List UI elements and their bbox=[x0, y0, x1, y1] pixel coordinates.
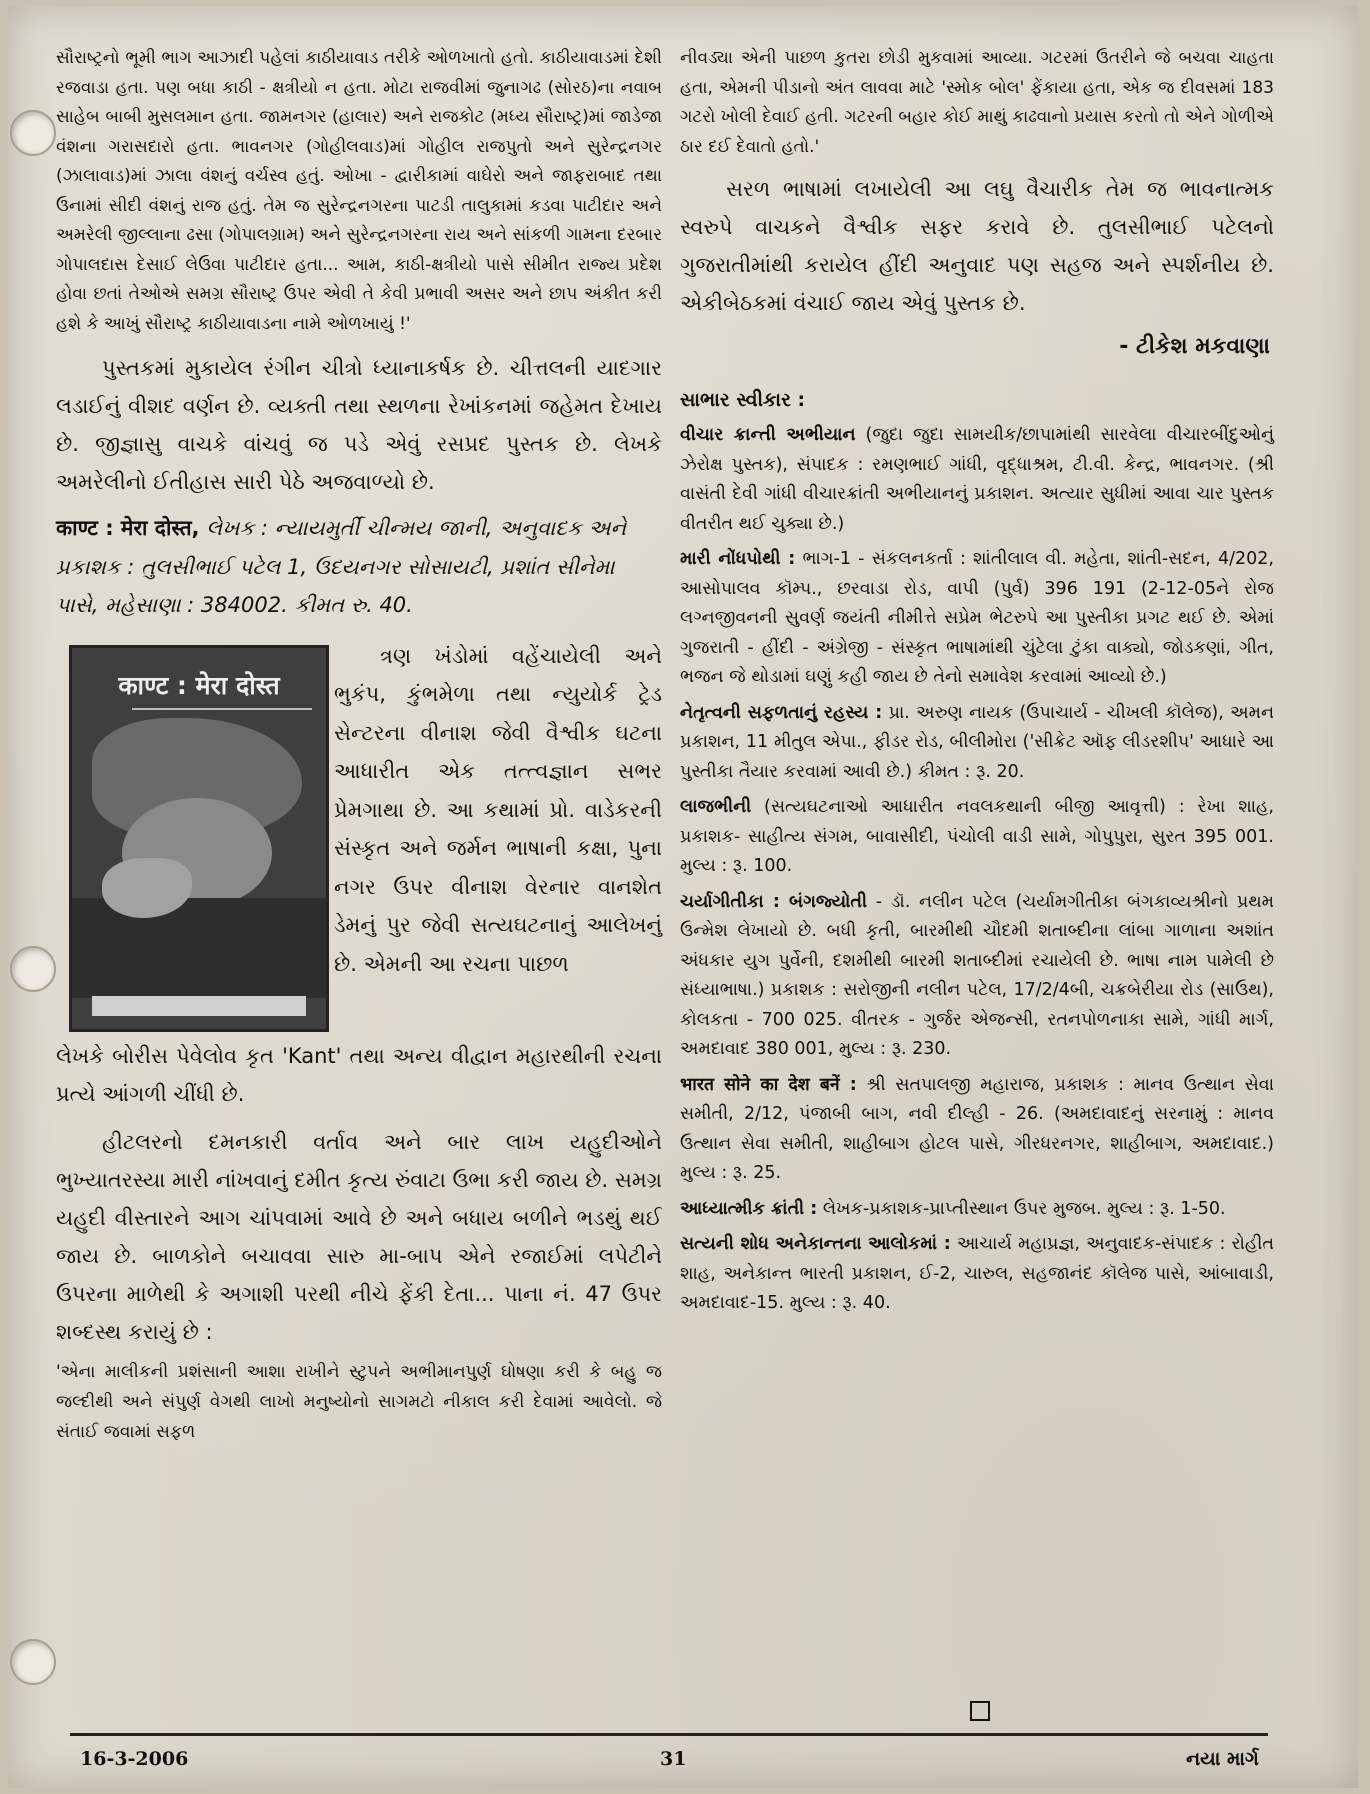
book-cover-image bbox=[69, 645, 329, 1032]
end-mark bbox=[970, 1701, 990, 1721]
ack-entry-text: આચાર્ય મહાપ્રજ્ઞ, અનુવાદક-સંપાદક : રોહીત શાહ, અનેકાન્ત ભારતી પ્રકાશન, ઈ-2, ચારુલ, સહજાનંદ કૉલેજ પાસે, આંબાવાડી, અમદાવાદ-15. મુલ્ય : રૂ. 40. bbox=[680, 1234, 1274, 1313]
ack-entry-title: લાજભીની bbox=[680, 797, 752, 817]
conclusion-paragraph: સરળ ભાષામાં લખાયેલી આ લઘુ વૈચારીક તેમ જ ભાવનાત્મક સ્વરુપે વાચકને વૈશ્વીક સફર કરાવે છે. તુલસીભાઈ પટેલનો ગુજરાતીમાંથી કરાયેલ હીંદી અનુવાદ પણ સહજ અને સ્પર્શનીય છે. એકીબેઠકમાં વંચાઈ જાય એવું પુસ્તક છે. bbox=[680, 177, 1274, 315]
ack-entry-title: નેતૃત્વની સફળતાનું રહસ્ય : bbox=[680, 702, 883, 723]
ack-entry bbox=[680, 1071, 1274, 1189]
ack-entry bbox=[680, 1195, 1274, 1225]
ack-entry-text: ભાગ-1 - સંકલનકર્તા : શાંતીલાલ વી. મહેતા, શાંતી-સદન, 4/202, આસોપાલવ કૉમ્પ., છરવાડા રોડ, વાપી (પુર્વ) 396 191 (2-12-05ને રોજ લગ્નજીવનની સુવર્ણ જયંતી નીમીત્તે સપ્રેમ ભેટરુપે આ પુસ્તીકા પ્રગટ થઈ છે. એમાં ગુજરાતી - હીંદી - અંગ્રેજી - સંસ્કૃત ભાષામાંથી ચુંટેલા ટુંકા વાક્યો, જોડકણાં, ગીત, ભજન જે થોડામાં ઘણું કહી જાય છે તેનો સમાવેશ કરવામાં આવ્યો છે.) bbox=[680, 549, 1274, 687]
ack-entry-title: સત્યની શોધ અનેકાન્તના આલોકમાં : bbox=[680, 1234, 951, 1254]
wrap-text bbox=[334, 637, 662, 984]
book-cover-title: काण्ट : मेरा दोस्त bbox=[118, 670, 280, 700]
ack-entry bbox=[680, 699, 1274, 788]
ack-entry-text: પ્રા. અરુણ નાયક (ઉપાચાર્ય - ચીખલી કૉલેજ), અમન પ્રકાશન, 11 મીતુલ એપા., ફીડર રોડ, બીલીમોરા ('સીક્રેટ ઑફ લીડરશીપ' આધારે આ પુસ્તીકા તૈયાર કરવામાં આવી છે.) કીમત : રૂ. 20. bbox=[680, 702, 1274, 782]
ack-entry-title: મારી નોંધપોથી : bbox=[680, 549, 796, 569]
quote-continued: નીવડ્યા એની પાછળ કુતરા છોડી મુકવામાં આવ્યા. ગટરમાં ઉતરીને જે બચવા ચાહતા હતા, એમની પીડાનો અંત લાવવા માટે 'સ્મોક બોલ' ફેંકાયા હતા, એક જ દીવસમાં 183 ગટરો ખોલી દેવાઈ હતી. ગટરની બહાર કોઈ માથું કાઢવાનો પ્રયાસ કરતો તો એને ગોળીએ ઠાર દઈ દેવાતો હતો.' bbox=[680, 48, 1274, 157]
punch-hole bbox=[10, 946, 56, 992]
ack-entry bbox=[680, 1230, 1274, 1319]
punch-hole bbox=[10, 110, 56, 156]
ack-entry-text: શ્રી સતપાલજી મહારાજ, પ્રકાશક : માનવ ઉત્થાન સેવા સમીતી, 2/12, પંજાબી બાગ, નવી દીલ્હી - 26. (અમદાવાદનું સરનામું : માનવ ઉત્થાન સેવા સમીતી, શાહીબાગ હોટલ પાસે, ગીરધરનગર, શાહીબાગ, અમદાવાદ.) મુલ્ય : રૂ. 25. bbox=[680, 1074, 1274, 1183]
summary-continued: લેખકે બોરીસ પેવેલોવ કૃત 'Kant' તથા અન્ય વીદ્વાન મહારથીની રચના પ્રત્યે આંગળી ચીંધી છે. bbox=[56, 1043, 662, 1106]
book-section bbox=[56, 637, 662, 1037]
review-paragraph: પુસ્તકમાં મુકાયેલ રંગીન ચીત્રો ધ્યાનાકર્ષક છે. ચીત્તલની યાદગાર લડાઈનું વીશદ વર્ણન છે. વ્યક્તી તથા સ્થળના રેખાંકનમાં જહેમત દેખાય છે. જીજ્ઞાસુ વાચકે વાંચવું જ પડે એવું રસપ્રદ પુસ્તક છે. લેખકે અમરેલીનો ઈતીહાસ સારી પેઠે અજવાળ્યો છે. bbox=[56, 356, 662, 494]
ack-entry-text: (સત્યઘટનાઓ આધારીત નવલકથાની બીજી આવૃત્તી) : રેખા શાહ, પ્રકાશક- સાહીત્ય સંગમ, બાવાસીદી, પંચોલી વાડી સામે, ગોપુપુરા, સુરત 395 001. મુલ્ય : રૂ. 100. bbox=[680, 797, 1274, 876]
ack-entry-text: (જુદા જુદા સામયીક/છાપામાંથી સારવેલા વીચારબીંદુઓનું ઝેરોક્ષ પુસ્તક), સંપાદક : રમણભાઈ ગાંધી, વૃદ્ધાશ્રમ, ટી.વી. કેન્દ્ર, ભાવનગર. (શ્રી વાસંતી દેવી ગાંધી વીચારક્રાંતી અભીયાનનું પ્રકાશન. અત્યાર સુધીમાં આવા ચાર પુસ્તક વીતરીત થઈ ચુક્યા છે.) bbox=[680, 425, 1274, 534]
left-column bbox=[56, 44, 662, 1447]
ack-entry-title: भारत सोने का देश बनें : bbox=[680, 1074, 857, 1095]
book-title: काण्ट : मेरा दोस्त, bbox=[56, 516, 200, 540]
hitler-paragraph: હીટલરનો દમનકારી વર્તાવ અને બાર લાખ યહુદીઓને ભુખ્યાતરસ્યા મારી નાંખવાનું દમીત કૃત્ય રુંવાટા ઉભા કરી જાય છે. સમગ્ર યહુદી વીસ્તારને આગ ચાંપવામાં આવે છે અને બધાય બળીને ભડથું થઈ જાય છે. બાળકોને બચાવવા સારુ મા-બાપ એને રજાઈમાં લપેટીને ઉપરના માળેથી કે અગાશી પરથી નીચે ફેંકી દેતા... પાના નં. 47 ઉપર શબ્દસ્થ કરાયું છે : bbox=[56, 1129, 662, 1344]
ack-entry bbox=[680, 888, 1274, 1065]
footer-rule bbox=[70, 1733, 1268, 1736]
ack-entry-title: ચર્યાગીતીકા : બંગજ્યોતી bbox=[680, 891, 868, 912]
ack-entry-text: - ડૉ. નલીન પટેલ (ચર્યામગીતીકા બંગકાવ્યશ્રીનો પ્રથમ ઉન્મેશ લેખાયો છે. બધી કૃતી, બારમીથી ચૌદમી શતાબ્દીના લાંબા ગાળાના અશાંત અંધકાર યુગ પુર્વેની, દશમીથી બારમી શતાબ્દીમાં રચાયેલી છે. ભાષા નામ પામેલી છે સંધ્યાભાષા.) પ્રકાશક : સરોજીની નલીન પટેલ, 17/2/4બી, ચક્રબેરીયા રોડ (સાઉથ), કોલકતા - 700 025. વીતરક - ગુર્જર એજન્સી, રતનપોળનાકા સામે, ગાંધી માર્ગ, અમદાવાદ 380 001, મુલ્ય : રૂ. 230. bbox=[680, 891, 1274, 1059]
ack-entry-title: આધ્યાત્મીક ક્રાંતી : bbox=[680, 1198, 818, 1219]
right-column bbox=[680, 44, 1274, 1325]
history-paragraph: સૌરાષ્ટ્રનો ભૂમી ભાગ આઝાદી પહેલાં કાઠીયાવાડ તરીકે ઓળખાતો હતો. કાઠીયાવાડમાં દેશી રજવાડા હતા. પણ બધા કાઠી - ક્ષત્રીયો ન હતા. મોટા રાજવીમાં જુનાગઢ (સોરઠ)ના નવાબ સાહેબ બાબી મુસલમાન હતા. જામનગર (હાલાર) અને રાજકોટ (મધ્ય સૌરાષ્ટ્ર)માં જાડેજા વંશના ગરાસદારો હતા. ભાવનગર (ગોહીલવાડ)માં ગોહીલ રાજપુતો અને સુરેન્દ્રનગર (ઝાલાવાડ)માં ઝાલા વંશનું વર્ચસ્વ હતું. ઓખા - દ્વારીકામાં વાઘેરો અને જાફરાબાદ તથા ઉનામાં સીદી વંશનું રાજ હતું. તેમ જ સુરેન્દ્રનગરના પાટડી તાલુકામાં કડવા પાટીદાર અને અમરેલી જીલ્લાના ઢસા (ગોપાલગ્રામ) અને સુરેન્દ્રનગરના રાય અને સાંકળી ગામના દરબાર ગોપાલદાસ દેસાઈ લેઉવા પાટીદાર હતા... આમ, કાઠી-ક્ષત્રીયો પાસે સીમીત રાજ્ય પ્રદેશ હોવા છતાં તેઓએ સમગ્ર સૌરાષ્ટ્ર ઉપર એવી તે કેવી પ્રભાવી અસર અને છાપ અંકીત કરી હશે કે આખું સૌરાષ્ટ્ર કાઠીયાવાડના નામે ઓળખાયું !' bbox=[56, 48, 662, 334]
ack-entry bbox=[680, 793, 1274, 882]
book-details: લેખક : ન્યાયમુર્તી ચીન્મય જાની, અનુવાદક અને પ્રકાશક : તુલસીભાઈ પટેલ 1, ઉદયનગર સોસાયટી, પ્રશાંત સીનેમા પાસે, મહેસાણા : 384002. કીમત રુ. 40. bbox=[56, 516, 627, 617]
ack-entry-title: વીચાર ક્રાન્તી અભીયાન bbox=[680, 425, 856, 445]
quote-paragraph: 'એના માલીકની પ્રશંસાની આશા રાખીને સ્ટુપને અભીમાનપુર્ણ ઘોષણા કરી કે બહુ જ જલ્દીથી અને સંપુર્ણ વેગથી લાખો મનુષ્યોનો સાગમટો નીકાલ કરી દેવામાં આવેલો. જે સંતાઈ જવામાં સફળ bbox=[56, 1361, 662, 1442]
punch-hole bbox=[10, 1639, 56, 1685]
reviewer-credit: - ટીકેશ મકવાણા bbox=[1119, 334, 1270, 359]
ack-entry bbox=[680, 545, 1274, 693]
ack-entry bbox=[680, 421, 1274, 539]
footer-date: 16-3-2006 bbox=[80, 1748, 189, 1770]
magazine-name: નયા માર્ગ bbox=[1186, 1748, 1259, 1770]
page-number: 31 bbox=[660, 1748, 687, 1770]
acknowledgement-heading: સાભાર સ્વીકાર : bbox=[680, 389, 806, 411]
ack-entry-text: લેખક-પ્રકાશક-પ્રાપ્તીસ્થાન ઉપર મુજબ. મુલ્ય : રૂ. 1-50. bbox=[817, 1198, 1226, 1219]
book-info bbox=[56, 509, 662, 625]
summary-paragraph: ત્રણ ખંડોમાં વહેંચાયેલી અને ભુકંપ, કુંભમેળા તથા ન્યુયોર્ક ટ્રેડ સેન્ટરના વીનાશ જેવી વૈશ્વીક ઘટના આધારીત એક તત્ત્વજ્ઞાન સભર પ્રેમગાથા છે. આ કથામાં પ્રો. વાડેકરની સંસ્કૃત અને જર્મન ભાષાની કક્ષા, પુના નગર ઉપર વીનાશ વેરનાર વાનશેત ડેમનું પુર જેવી સત્યઘટનાનું આલેખનું છે. એમની આ રચના પાછળ bbox=[334, 643, 662, 976]
